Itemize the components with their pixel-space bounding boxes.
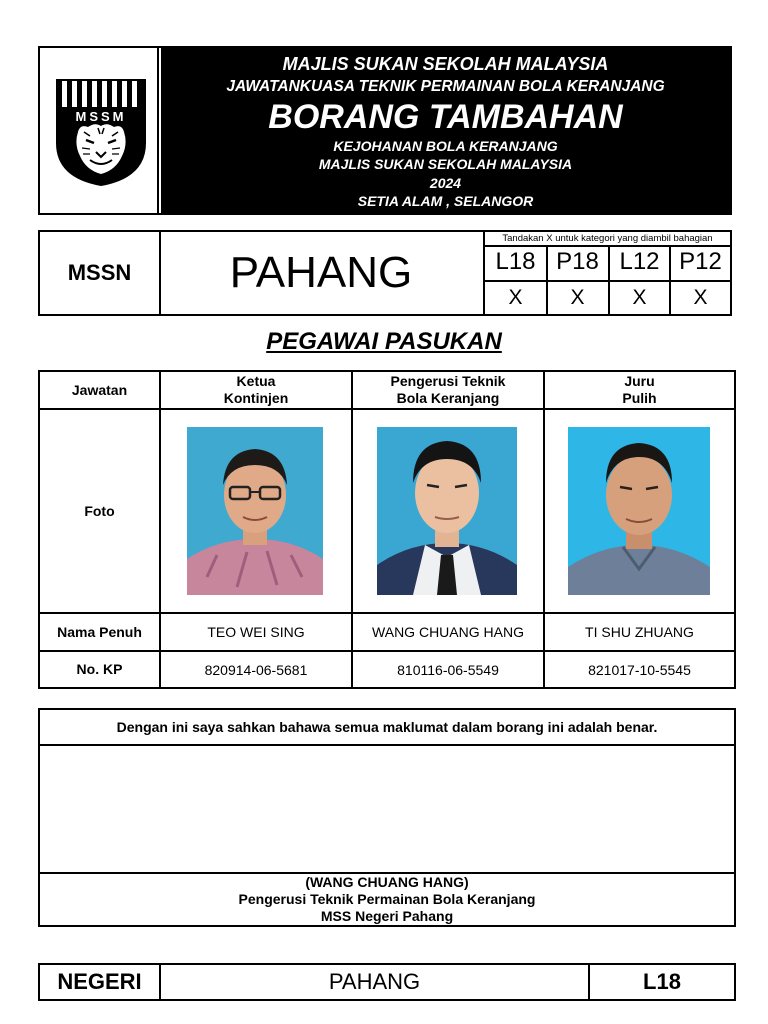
name-3: TI SHU ZHUANG (585, 624, 694, 640)
form-header (38, 46, 732, 215)
photo-1 (187, 427, 323, 595)
title-block (161, 48, 730, 213)
role-header-2 (353, 372, 543, 408)
role-header-1 (161, 372, 351, 408)
photo-2 (377, 427, 517, 595)
header-line-1: MAJLIS SUKAN SEKOLAH MALAYSIA (282, 54, 609, 74)
staff-table (38, 370, 736, 689)
signer-name: (WANG CHUANG HANG) (305, 874, 469, 890)
category-mark-p18: X (570, 286, 585, 309)
photo-3 (568, 427, 710, 595)
mssm-logo (40, 48, 159, 213)
header-line-5: MAJLIS SUKAN SEKOLAH MALAYSIA (318, 156, 573, 172)
col-jawatan: Jawatan (71, 381, 128, 398)
role-3-line-2: Pulih (622, 390, 657, 406)
role-1-line-2: Kontinjen (223, 390, 289, 406)
category-mark-l12: X (632, 286, 647, 309)
row-foto: Foto (84, 502, 115, 519)
section-title: PEGAWAI PASUKAN (266, 328, 502, 355)
logo-cell (40, 48, 159, 213)
declaration-box (38, 708, 736, 927)
footer-row (38, 963, 736, 1001)
mssn-state: PAHANG (229, 248, 413, 297)
mssn-row (38, 230, 732, 316)
role-header-3 (545, 372, 734, 408)
category-code-l18: L18 (495, 248, 536, 275)
category-mark-p12: X (693, 286, 708, 309)
role-2-line-2: Bola Keranjang (396, 390, 500, 406)
role-3-line-1: Juru (624, 373, 655, 389)
person-3-photo-icon (568, 427, 710, 595)
signer-org: MSS Negeri Pahang (320, 908, 454, 924)
logo-text: MSSM (75, 109, 127, 124)
header-year: 2024 (429, 175, 462, 191)
category-instruction: Tandakan X untuk kategori yang diambil bahagian (502, 233, 713, 244)
ic-2: 810116-06-5549 (397, 661, 499, 678)
category-code-p18: P18 (556, 248, 599, 275)
person-2-photo-icon (377, 427, 517, 595)
role-2-line-1: Pengerusi Teknik (390, 373, 506, 389)
category-mark-l18: X (508, 286, 523, 309)
footer-state: PAHANG (328, 969, 421, 994)
header-line-4: KEJOHANAN BOLA KERANJANG (333, 138, 558, 154)
signature-area (40, 746, 734, 872)
footer-category: L18 (643, 969, 681, 994)
header-line-2: JAWATANKUASA TEKNIK PERMAINAN BOLA KERANJANG (226, 78, 665, 95)
ic-3: 821017-10-5545 (588, 661, 691, 678)
category-code-l12: L12 (619, 248, 660, 275)
form-title: BORANG TAMBAHAN (268, 98, 623, 136)
row-nama-penuh: Nama Penuh (57, 623, 142, 640)
role-1-line-1: Ketua (236, 373, 276, 389)
category-code-p12: P12 (679, 248, 722, 275)
footer-label: NEGERI (57, 969, 142, 994)
signer-title: Pengerusi Teknik Permainan Bola Keranjang (238, 891, 536, 907)
signer-block (40, 874, 734, 925)
row-no-kp: No. KP (76, 661, 123, 677)
declaration-statement: Dengan ini saya sahkan bahawa semua maklumat dalam borang ini adalah benar. (116, 719, 658, 735)
name-1: TEO WEI SING (207, 624, 305, 640)
header-location: SETIA ALAM , SELANGOR (357, 193, 534, 209)
name-2: WANG CHUANG HANG (372, 624, 524, 640)
person-1-photo-icon (187, 427, 323, 595)
ic-1: 820914-06-5681 (204, 661, 308, 678)
mssn-label: MSSN (67, 260, 132, 285)
